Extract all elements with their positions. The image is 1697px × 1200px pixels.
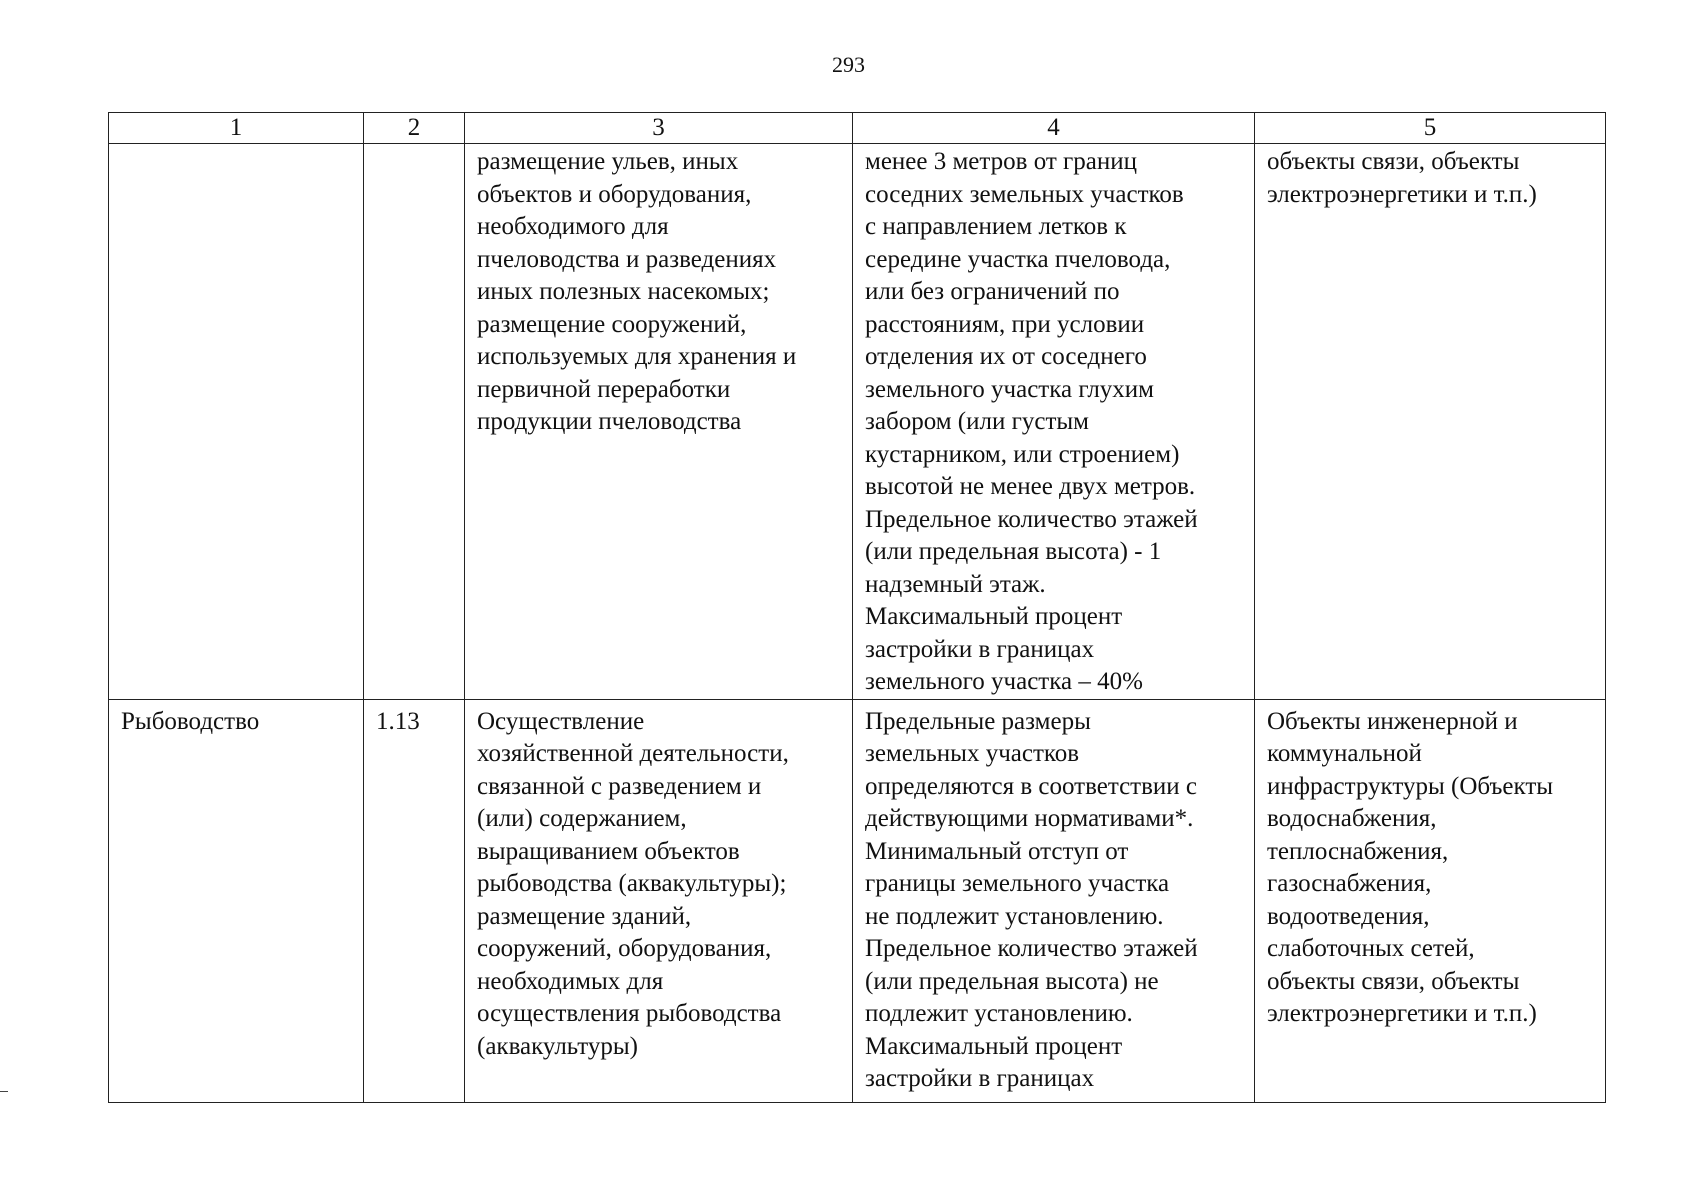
column-header: 2: [364, 113, 465, 144]
text-line: Осуществление: [477, 707, 645, 735]
text-line: не подлежит установлению.: [865, 902, 1164, 930]
column-header: 4: [853, 113, 1255, 144]
text-line: водоснабжения,: [1267, 805, 1437, 832]
cell-parameters: [853, 699, 1255, 1102]
text-line: с направлением летков к: [865, 213, 1127, 240]
text-line: слаботочных сетей,: [1267, 935, 1475, 962]
cell-description: [465, 699, 853, 1102]
text-line: Предельное количество этажей: [865, 505, 1198, 533]
text-line: Минимальный отступ от: [865, 837, 1129, 865]
cell-auxiliary-uses: [1255, 144, 1606, 700]
text-line: выращиванием объектов: [477, 837, 740, 865]
cell-use-code: [364, 699, 465, 1102]
text-line: первичной переработки: [477, 375, 731, 403]
text-line: определяются в соответствии с: [865, 772, 1198, 800]
text-line: менее 3 метров от границ: [865, 148, 1138, 175]
table-row: [109, 144, 1606, 700]
text-line: (или) содержанием,: [477, 805, 687, 832]
text-line: иных полезных насекомых;: [477, 278, 770, 305]
text-line: электроэнергетики и т.п.): [1267, 1000, 1537, 1027]
text-line: границы земельного участка: [865, 870, 1170, 897]
text-line: середине участка пчеловода,: [865, 245, 1171, 273]
text-line: размещение ульев, иных: [477, 148, 739, 175]
cell-auxiliary-uses: [1255, 699, 1606, 1102]
text-line: застройки в границах: [865, 635, 1095, 663]
text-line: Предельное количество этажей: [865, 935, 1198, 962]
text-line: (или предельная высота) - 1: [865, 538, 1162, 565]
text-line: застройки в границах: [865, 1065, 1095, 1092]
text-line: земельного участка – 40%: [865, 668, 1143, 695]
text-line: забором (или густым: [865, 408, 1089, 435]
table-row: [109, 699, 1606, 1102]
text-line: водоотведения,: [1267, 902, 1430, 930]
cell-parameters: [853, 144, 1255, 700]
text-line: объекты связи, объекты: [1267, 148, 1520, 175]
text-line: Максимальный процент: [865, 1032, 1123, 1060]
cell-use-name: [109, 699, 364, 1102]
text-line: объектов и оборудования,: [477, 180, 752, 208]
text-line: размещение зданий,: [477, 902, 692, 930]
text-line: хозяйственной деятельности,: [477, 740, 789, 767]
cell-use-code-text: 1.13: [376, 707, 420, 735]
column-header: 3: [465, 113, 853, 144]
text-line: электроэнергетики и т.п.): [1267, 180, 1537, 208]
page-number: 293: [832, 52, 865, 77]
text-line: кустарником, или строением): [865, 440, 1180, 468]
text-line: продукции пчеловодства: [477, 408, 742, 435]
text-line: объекты связи, объекты: [1267, 967, 1520, 995]
text-line: Объекты инженерной и: [1267, 707, 1518, 735]
text-line: коммунальной: [1267, 740, 1422, 767]
column-header: 1: [109, 113, 364, 144]
text-line: используемых для хранения и: [477, 343, 797, 370]
text-line: осуществления рыбоводства: [477, 1000, 782, 1027]
text-line: (или предельная высота) не: [865, 967, 1159, 995]
text-line: сооружений, оборудования,: [477, 935, 772, 962]
header-row: [109, 113, 1606, 144]
cell-use-name: [109, 144, 364, 700]
text-line: действующими нормативами*.: [865, 805, 1194, 832]
text-line: рыбоводства (аквакультуры);: [477, 870, 787, 897]
text-line: Предельные размеры: [865, 707, 1091, 735]
text-line: необходимых для: [477, 967, 664, 995]
text-line: (аквакультуры): [477, 1032, 638, 1060]
text-line: связанной с разведением и: [477, 772, 762, 800]
text-line: или без ограничений по: [865, 278, 1120, 305]
cell-description: [465, 144, 853, 700]
text-line: пчеловодства и разведениях: [477, 245, 777, 273]
text-line: инфраструктуры (Объекты: [1267, 772, 1554, 800]
cell-use-name-text: Рыбоводство: [121, 707, 260, 735]
zoning-table: [108, 112, 1606, 1103]
text-line: газоснабжения,: [1267, 870, 1432, 897]
text-line: подлежит установлению.: [865, 1000, 1133, 1027]
text-line: теплоснабжения,: [1267, 837, 1449, 865]
text-line: отделения их от соседнего: [865, 343, 1147, 370]
cell-use-code: [364, 144, 465, 700]
text-line: размещение сооружений,: [477, 310, 747, 338]
column-header: 5: [1255, 113, 1606, 144]
text-line: Максимальный процент: [865, 603, 1123, 630]
text-line: соседних земельных участков: [865, 180, 1184, 208]
text-line: земельных участков: [865, 740, 1080, 767]
text-line: необходимого для: [477, 213, 669, 240]
text-line: надземный этаж.: [865, 570, 1046, 598]
text-line: земельного участка глухим: [865, 375, 1154, 403]
text-line: расстояниям, при условии: [865, 310, 1145, 338]
margin-mark: [0, 1091, 8, 1092]
text-line: высотой не менее двух метров.: [865, 473, 1196, 500]
